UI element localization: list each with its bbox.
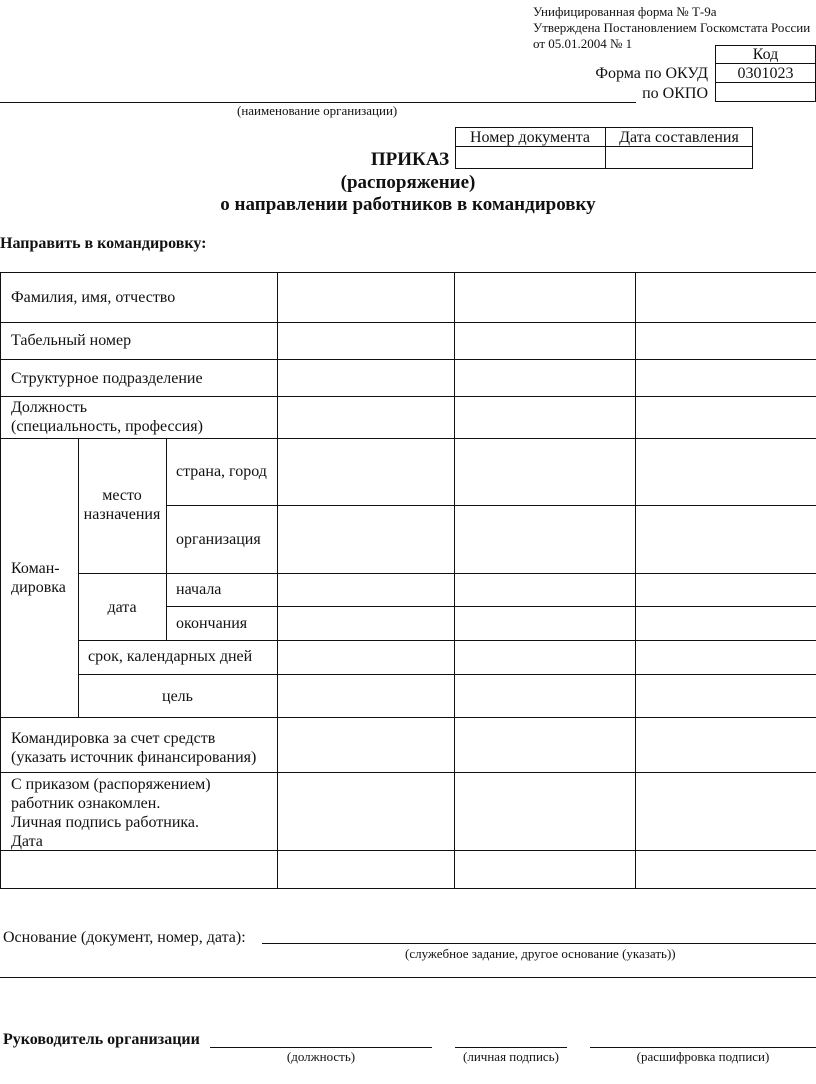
funding-label-line2: (указать источник финансирования): [11, 749, 257, 766]
fio-label: Фамилия, имя, отчество: [11, 289, 176, 306]
funding-label-line1: Командировка за счет средств: [11, 730, 216, 747]
personal-signature-caption: (личная подпись): [463, 1049, 559, 1064]
destination-label: [78, 486, 166, 524]
doc-purpose-title: о направлении работников в командировку: [220, 194, 596, 215]
basis-label: Основание (документ, номер, дата):: [3, 929, 246, 946]
decoding-caption: (расшифровка подписи): [636, 1049, 770, 1064]
organization-label: организация: [176, 531, 261, 548]
org-name-caption: (наименование организации): [237, 103, 398, 118]
decoding-signature-line[interactable]: [590, 1047, 816, 1048]
tab-number-label: Табельный номер: [11, 332, 132, 349]
destination-label-line1: место: [102, 487, 142, 504]
date-label: дата: [107, 599, 137, 616]
basis-line-2[interactable]: [0, 977, 816, 978]
country-city-label: страна, город: [176, 463, 267, 480]
duration-label: срок, календарных дней: [88, 648, 253, 665]
doc-number-header: Номер документа: [469, 129, 591, 146]
ack-line4: Дата: [11, 833, 43, 850]
doc-title: ПРИКАЗ: [370, 149, 450, 170]
ack-line2: работник ознакомлен.: [11, 795, 161, 812]
doc-date-header: Дата составления: [619, 129, 739, 146]
trip-label: [11, 559, 66, 597]
end-label: окончания: [176, 615, 248, 632]
form-number-line: Унифицированная форма № Т-9а: [533, 4, 717, 19]
start-label: начала: [176, 581, 222, 598]
ack-line3: Личная подпись работника.: [11, 814, 200, 831]
code-header: Код: [752, 46, 779, 63]
department-label: Структурное подразделение: [11, 370, 203, 387]
position-signature-line[interactable]: [210, 1047, 432, 1048]
funding-label: [11, 729, 256, 767]
okud-code[interactable]: 0301023: [737, 65, 794, 82]
trip-label-line2: дировка: [11, 579, 66, 596]
basis-caption: (служебное задание, другое основание (указать)): [405, 946, 676, 961]
form-approval-line: Утверждена Постановлением Госкомстата России: [533, 20, 811, 35]
okpo-label: по ОКПО: [642, 85, 708, 102]
position-label: [11, 398, 203, 436]
signature-label: Руководитель организации: [3, 1031, 200, 1048]
position-label-line2: (специальность, профессия): [11, 418, 203, 435]
acknowledgement-label: [11, 775, 211, 851]
ack-line1: С приказом (распоряжением): [11, 776, 211, 793]
trip-label-line1: Коман-: [11, 560, 60, 577]
basis-line[interactable]: [262, 943, 816, 944]
position-label-line1: Должность: [11, 399, 88, 416]
personal-signature-line[interactable]: [455, 1047, 567, 1048]
form-date-line: от 05.01.2004 № 1: [533, 36, 633, 51]
okud-label: Форма по ОКУД: [595, 65, 708, 82]
purpose-label: цель: [162, 688, 193, 705]
section-heading: Направить в командировку:: [0, 235, 207, 252]
doc-subtitle: (распоряжение): [340, 172, 476, 193]
position-caption: (должность): [286, 1049, 356, 1064]
destination-label-line2: назначения: [83, 506, 161, 523]
